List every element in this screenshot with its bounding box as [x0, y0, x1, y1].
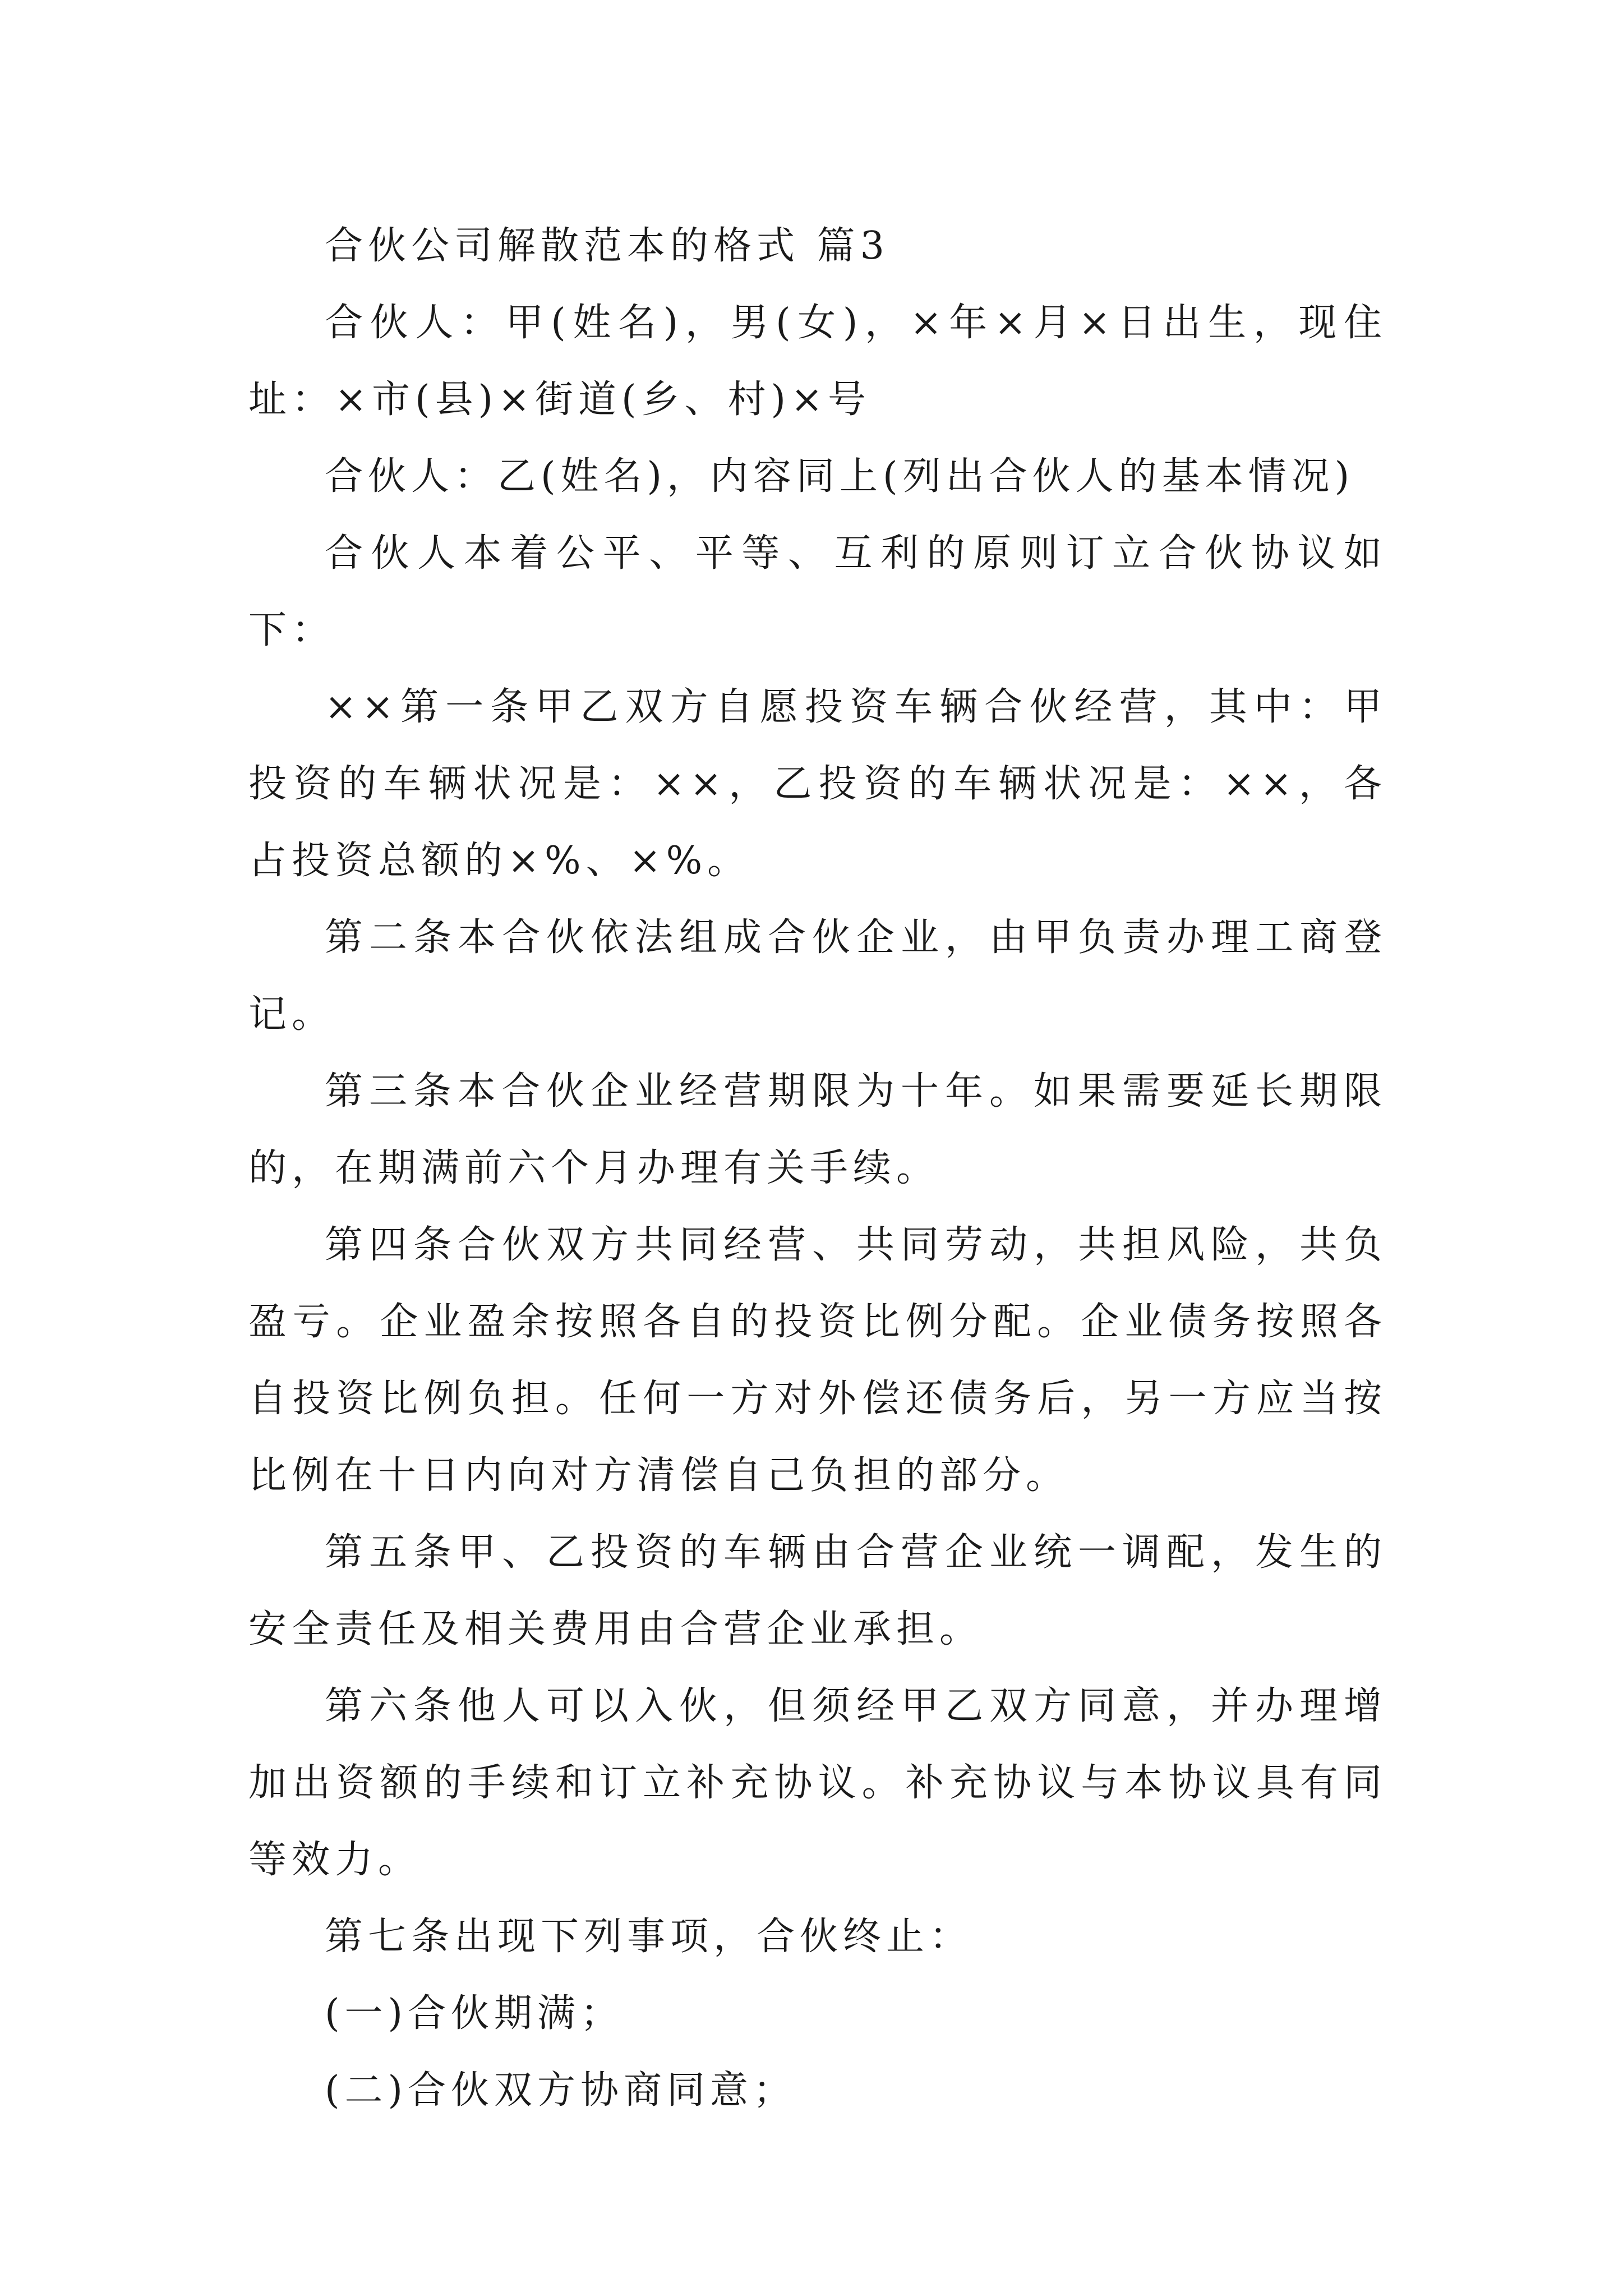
paragraph-partner-b: 合伙人：乙(姓名)，内容同上(列出合伙人的基本情况): [325, 454, 1355, 499]
paragraph-article-6: 第六条他人可以入伙，但须经甲乙双方同意，并办理增加出资额的手续和订立补充协议。补充协议与本协议具有同等效力。: [248, 1684, 1387, 1882]
paragraph-partner-a: 合伙人：甲(姓名)，男(女)，×年×月×日出生，现住址：×市(县)×街道(乡、村)×号: [248, 301, 1387, 422]
document-title: 合伙公司解散范本的格式 篇3: [325, 224, 889, 268]
paragraph-article-1: ××第一条甲乙双方自愿投资车辆合伙经营，其中：甲投资的车辆状况是：××，乙投资的车辆状况是：××，各占投资总额的×%、×%。: [248, 685, 1387, 883]
document-body: [248, 208, 1387, 2129]
list-item-termination-2: (二)合伙双方协商同意；: [325, 2068, 797, 2113]
paragraph-preamble: 合伙人本着公平、平等、互利的原则订立合伙协议如下：: [248, 531, 1387, 652]
paragraph-article-4: 第四条合伙双方共同经营、共同劳动，共担风险，共负盈亏。企业盈余按照各自的投资比例分配。企业债务按照各自投资比例负担。任何一方对外偿还债务后，另一方应当按比例在十日内向对方清偿自己负担的部分。: [248, 1223, 1387, 1498]
paragraph-article-5: 第五条甲、乙投资的车辆由合营企业统一调配，发生的安全责任及相关费用由合营企业承担。: [248, 1530, 1387, 1651]
paragraph-article-2: 第二条本合伙依法组成合伙企业，由甲负责办理工商登记。: [248, 915, 1387, 1037]
paragraph-article-3: 第三条本合伙企业经营期限为十年。如果需要延长期限的，在期满前六个月办理有关手续。: [248, 1069, 1387, 1190]
list-item-termination-1: (一)合伙期满；: [325, 1991, 624, 2036]
paragraph-article-7: 第七条出现下列事项，合伙终止：: [325, 1915, 973, 1959]
